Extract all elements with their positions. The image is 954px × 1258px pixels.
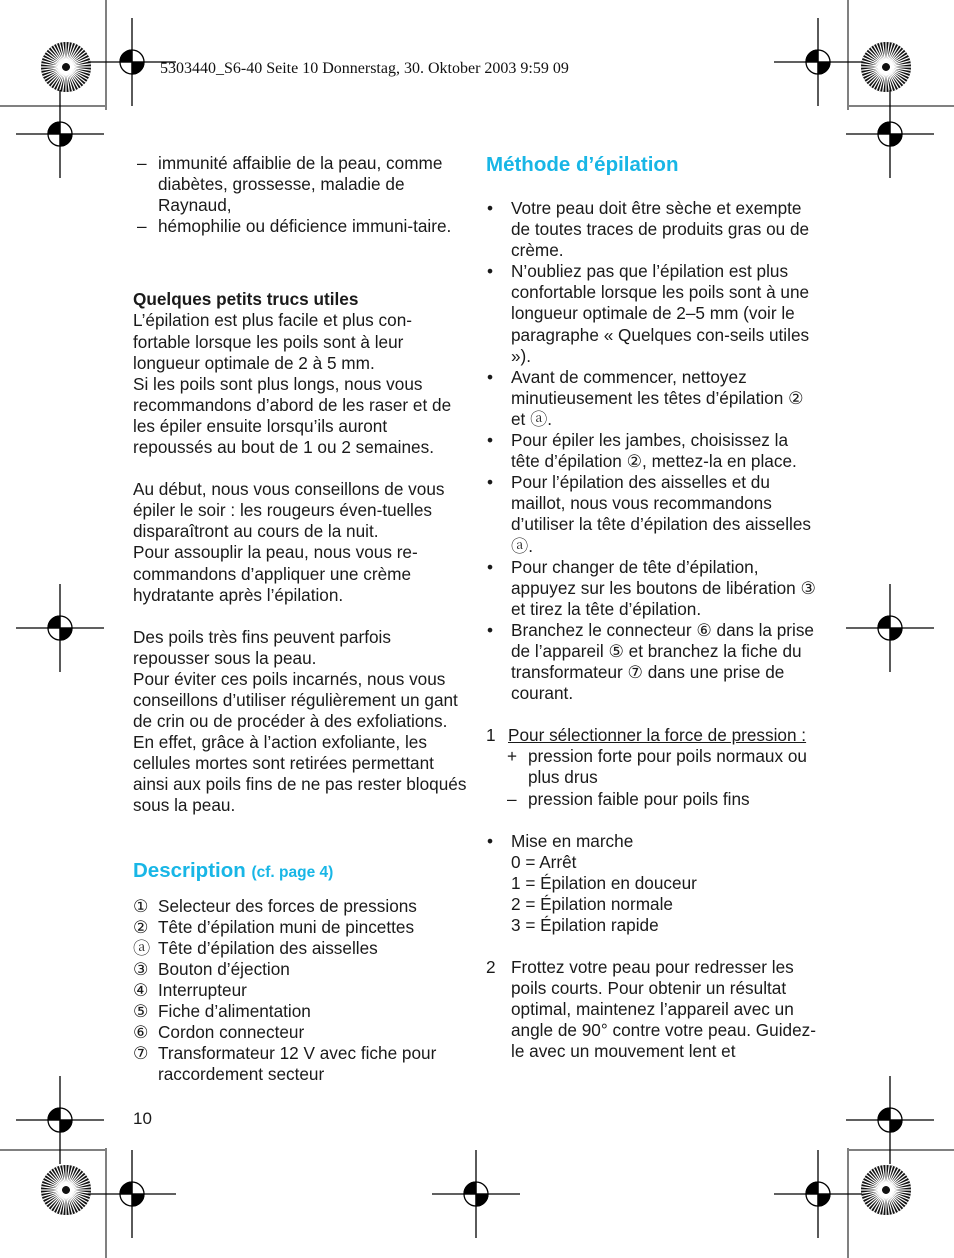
part-number: ③ (133, 958, 149, 979)
step-text: Pour sélectionner la force de pression : (508, 725, 807, 746)
sub-item (486, 789, 821, 810)
part-label: Tête d’épilation muni de pincettes (158, 916, 415, 937)
sub-item-text: pression forte pour poils normaux ou plus drus (528, 746, 807, 788)
sub-item-text: pression faible pour poils fins (528, 788, 750, 809)
crosshair-target-icon (432, 1150, 520, 1238)
list-item-text: Pour épiler les jambes, choisissez la tête d’épilation ②, mettez-la en place. (511, 430, 797, 472)
dash-marker: – (137, 216, 147, 237)
crosshair-target-icon (16, 90, 104, 178)
description-item (133, 917, 468, 938)
paragraph: Au début, nous vous conseillons de vous épiler le soir : les rougeurs éven-tuelles disparaîtront au cours de la nuit. (133, 479, 445, 542)
list-item (486, 198, 821, 261)
power-level: 1 = Épilation en douceur (511, 872, 697, 893)
list-item (486, 557, 821, 620)
description-item (133, 896, 468, 917)
list-item-text: Avant de commencer, nettoyez minutieusement les têtes d’épilation ② et ⓐ. (511, 366, 804, 429)
bullet-marker: • (487, 472, 494, 493)
right-column (486, 153, 821, 1063)
list-item (486, 620, 821, 704)
description-page-ref: (cf. page 4) (251, 863, 334, 881)
part-number: ② (133, 916, 149, 937)
power-level: 2 = Épilation normale (511, 893, 673, 914)
description-heading (133, 859, 468, 885)
part-number: ① (133, 895, 149, 916)
sub-item (486, 746, 821, 788)
step-text: Frottez votre peau pour redresser les poils courts. Pour obtenir un résultat optimal, maintenez l’appareil avec un angle de 90° contre votre peau. Guidez-le avec un mouvement lent et (511, 957, 816, 1062)
list-item (133, 153, 468, 216)
bullet-marker: • (487, 430, 494, 451)
bullet-marker: • (487, 198, 494, 218)
part-label: Cordon connecteur (158, 1022, 305, 1043)
plus-marker: + (507, 746, 518, 767)
crosshair-target-icon (88, 1150, 176, 1238)
list-item-text: Votre peau doit être sèche et exempte de toutes traces de produits gras ou de crème. (511, 198, 810, 261)
part-label: Fiche d’alimentation (158, 1001, 311, 1021)
left-column (133, 153, 468, 1085)
bullet-marker: • (487, 619, 494, 640)
tips-heading: Quelques petits trucs utiles (133, 289, 359, 310)
crosshair-target-icon (774, 1150, 862, 1238)
paragraph: Pour assouplir la peau, nous vous re-commandons d’appliquer une crème hydratante après l’épilation. (133, 542, 418, 605)
crosshair-target-icon (846, 584, 934, 672)
part-number: ④ (133, 979, 149, 1000)
list-item-text: Branchez le connecteur ⑥ dans la prise de l’appareil ⑤ et branchez la fiche du transformateur ⑦ dans une prise de courant. (511, 619, 814, 704)
part-label: Selecteur des forces de pressions (158, 895, 417, 916)
part-label: Transformateur 12 V avec fiche pour raccordement secteur (158, 1043, 437, 1085)
paragraph: L’épilation est plus facile et plus con-fortable lorsque les poils sont à leur longueur optimale de 2 à 5 mm. (133, 310, 412, 373)
print-slug: 5303440_S6-40 Seite 10 Donnerstag, 30. Oktober 2003 9:59 09 (160, 60, 569, 77)
list-item-text: N’oubliez pas que l’épilation est plus confortable lorsque les poils sont à une longueur optimale de 2–5 mm (voir le paragraphe « Quelques con-seils utiles »). (511, 261, 810, 366)
part-number: ⓐ (133, 937, 151, 958)
part-label: Tête d’épilation des aisselles (158, 937, 378, 958)
step-number: 1 (486, 725, 496, 746)
page-number: 10 (133, 1109, 152, 1128)
method-heading: Méthode d’épilation (486, 153, 679, 176)
part-label: Interrupteur (158, 979, 247, 1000)
crosshair-target-icon (846, 1076, 934, 1164)
paragraph: Des poils très fins peuvent parfois repousser sous la peau. (133, 626, 391, 668)
power-label: Mise en marche (511, 830, 634, 851)
description-item (133, 959, 468, 980)
part-number: ⑤ (133, 1001, 149, 1021)
list-item-text: Pour changer de tête d’épilation, appuyez sur les boutons de libération ③ et tirez la tête d’épilation. (511, 556, 816, 619)
crosshair-target-icon (16, 1076, 104, 1164)
list-item (133, 216, 468, 237)
crosshair-target-icon (16, 584, 104, 672)
dash-marker: – (137, 153, 147, 173)
step-number: 2 (486, 957, 496, 978)
description-item (133, 1001, 468, 1022)
list-item (486, 367, 821, 430)
list-item-text: hémophilie ou déficience immuni-taire. (158, 216, 452, 237)
description-title: Description (133, 858, 246, 882)
step-1 (486, 725, 821, 746)
paragraph: Pour éviter ces poils incarnés, nous vous conseillons d’utiliser régulièrement un gant de crin ou de procéder à des exfoliations. En effet, grâce à l’action exfoliante, les cellules mortes sont retirées permettant ainsi aux poils fins de ne pas rester bloqués sous la peau. (133, 668, 467, 816)
description-item (133, 980, 468, 1001)
method-bullet-list (486, 198, 821, 704)
part-label: Bouton d’éjection (158, 958, 290, 979)
part-number: ⑦ (133, 1043, 149, 1064)
power-item (486, 831, 821, 936)
paragraph: Si les poils sont plus longs, nous vous recommandons d’abord de les raser et de les épiler ensuite lorsqu’ils auront repoussés au bout de 1 ou 2 semaines. (133, 373, 452, 458)
description-item (133, 938, 468, 959)
part-number: ⑥ (133, 1022, 149, 1043)
bullet-marker: • (487, 830, 494, 851)
list-item-text: Pour l’épilation des aisselles et du maillot, nous vous recommandons d’utiliser la tête d’épilation des aisselles ⓐ. (511, 472, 811, 556)
bullet-marker: • (487, 556, 494, 577)
list-item (486, 430, 821, 472)
description-item (133, 1043, 468, 1085)
description-list (133, 896, 468, 1086)
bullet-marker: • (487, 366, 494, 387)
minus-marker: – (507, 788, 517, 809)
bullet-marker: • (487, 261, 494, 282)
list-item (486, 261, 821, 366)
step-2 (486, 957, 821, 1062)
crosshair-target-icon (846, 90, 934, 178)
power-level: 3 = Épilation rapide (511, 915, 659, 935)
description-item (133, 1022, 468, 1043)
list-item (486, 472, 821, 556)
power-level: 0 = Arrêt (511, 851, 577, 872)
list-item-text: immunité affaiblie de la peau, comme diabètes, grossesse, maladie de Raynaud, (158, 153, 443, 216)
